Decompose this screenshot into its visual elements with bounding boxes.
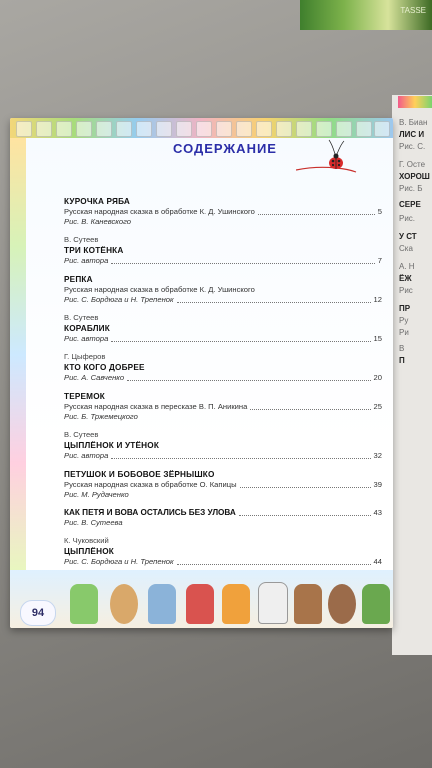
- toc-story-title: ТРИ КОТЁНКА: [64, 246, 124, 255]
- table-of-contents: [64, 196, 382, 575]
- facing-page-line: Г. Осте: [399, 160, 426, 169]
- facing-page-line: Рис: [399, 286, 413, 295]
- toc-page-number: 7: [377, 256, 382, 265]
- toc-leader-line: [64, 207, 382, 217]
- frog-illustration: [70, 584, 98, 624]
- corner-book-cover: [300, 0, 432, 30]
- toc-entry: [64, 536, 382, 567]
- toc-author: В. Сутеев: [64, 235, 99, 244]
- toc-page-number: 15: [373, 334, 382, 343]
- dot-leader: [239, 515, 371, 516]
- crocodile-illustration: [362, 584, 390, 624]
- facing-page-line: У СТ: [399, 232, 417, 241]
- toc-line-text: Рис. С. Бордюга и Н. Трепенок: [64, 295, 174, 304]
- toc-line-text: Рис. автора: [64, 451, 109, 460]
- toc-author: В. Сутеев: [64, 430, 99, 439]
- toc-story-title: КОРАБЛИК: [64, 324, 110, 333]
- toc-page-number: 44: [373, 557, 382, 566]
- snail-illustration: [110, 584, 138, 624]
- dot-leader: [177, 564, 371, 565]
- facing-page-line: ПР: [399, 304, 411, 313]
- toc-entry: [64, 235, 382, 266]
- toc-page-number: 20: [373, 373, 382, 382]
- toc-illustrator: Рис. Б. Тржемецкого: [64, 412, 138, 421]
- toc-story-title: ПЕТУШОК И БОБОВОЕ ЗЁРНЫШКО: [64, 470, 215, 479]
- dot-leader: [258, 214, 375, 215]
- facing-page-line: П: [399, 356, 405, 365]
- toc-author: В. Сутеев: [64, 313, 99, 322]
- page-number: 94: [20, 600, 56, 626]
- toc-entry: [64, 313, 382, 344]
- toc-line-text: Рис. С. Бордюга и Н. Трепенок: [64, 557, 174, 566]
- toc-entry: [64, 430, 382, 461]
- toc-line-text: КАК ПЕТЯ И ВОВА ОСТАЛИСЬ БЕЗ УЛОВА: [64, 508, 236, 517]
- toc-entry: [64, 274, 382, 305]
- ladybug-illustration: [296, 138, 358, 176]
- toc-story-title: РЕПКА: [64, 275, 93, 284]
- page-title: СОДЕРЖАНИЕ: [173, 141, 277, 156]
- contents-page: [10, 118, 393, 628]
- facing-page-border: [398, 96, 432, 108]
- facing-page-line: Рис. Б: [399, 184, 423, 193]
- toc-leader-line: [64, 557, 382, 567]
- facing-page-line: Рис.: [399, 214, 416, 223]
- toc-page-number: 12: [373, 295, 382, 304]
- toc-entry: [64, 469, 382, 500]
- facing-page-line: Рис. С.: [399, 142, 426, 151]
- toc-leader-line: [64, 334, 382, 344]
- toc-entry: [64, 196, 382, 227]
- decorative-bottom-illustrations: [10, 570, 393, 628]
- corner-text: TASSE: [400, 6, 426, 15]
- facing-page-line: В: [399, 344, 405, 353]
- bird-illustration: [148, 584, 176, 624]
- toc-leader-line: [64, 480, 382, 490]
- toc-page-number: 43: [373, 508, 382, 517]
- toc-page-number: 5: [377, 207, 382, 216]
- toc-line-text: Рис. автора: [64, 256, 109, 265]
- facing-page-line: ЛИС И: [399, 130, 425, 139]
- facing-page-line: В. Биан: [399, 118, 428, 127]
- toc-story-title: ЦЫПЛЁНОК И УТЁНОК: [64, 441, 160, 450]
- facing-page-line: А. Н: [399, 262, 415, 271]
- toc-illustrator: Рис. В. Сутеева: [64, 518, 123, 527]
- toc-author: Г. Цыферов: [64, 352, 106, 361]
- toc-illustrator: Рис. В. Каневского: [64, 217, 131, 226]
- toc-leader-line: [64, 402, 382, 412]
- toc-line-text: Русская народная сказка в обработке О. Капицы: [64, 480, 237, 489]
- toc-leader-line: [64, 451, 382, 461]
- decorative-left-border: [10, 138, 26, 572]
- dot-leader: [177, 302, 371, 303]
- toc-line-text: Русская народная сказка в пересказе В. П. Аникина: [64, 402, 248, 411]
- dot-leader: [111, 263, 374, 264]
- toc-line-text: Рис. А. Савченко: [64, 373, 125, 382]
- toc-line-text: Русская народная сказка в обработке К. Д. Ушинского: [64, 207, 255, 216]
- facing-page-line: Ру: [399, 316, 409, 325]
- toc-entry: [64, 508, 382, 528]
- dot-leader: [111, 341, 370, 342]
- toc-leader-line: [64, 508, 382, 518]
- toc-illustrator: Рис. М. Рудаченко: [64, 490, 129, 499]
- dot-leader: [127, 380, 370, 381]
- toc-author: К. Чуковский: [64, 536, 109, 545]
- decorative-top-border: [10, 118, 393, 138]
- hen-illustration: [294, 584, 322, 624]
- facing-page-line: ЁЖ: [399, 274, 412, 283]
- dot-leader: [250, 409, 370, 410]
- toc-leader-line: [64, 256, 382, 266]
- fox-illustration: [222, 584, 250, 624]
- toc-entry: [64, 391, 382, 422]
- toc-story-title: ЦЫПЛЁНОК: [64, 547, 114, 556]
- dot-leader: [111, 458, 370, 459]
- dog-illustration: [258, 582, 288, 624]
- toc-page-number: 39: [373, 480, 382, 489]
- facing-page-line: Ска: [399, 244, 413, 253]
- toc-story-title: ТЕРЕМОК: [64, 392, 105, 401]
- toc-story-title: КТО КОГО ДОБРЕЕ: [64, 363, 145, 372]
- facing-page-line: ХОРОШ: [399, 172, 430, 181]
- rooster-illustration: [186, 584, 214, 624]
- toc-entry: [64, 352, 382, 383]
- toc-leader-line: [64, 295, 382, 305]
- toc-page-number: 32: [373, 451, 382, 460]
- facing-page-line: Ри: [399, 328, 409, 337]
- cheburashka-illustration: [328, 584, 356, 624]
- toc-story-title: КУРОЧКА РЯБА: [64, 197, 130, 206]
- facing-page-line: СЕРЕ: [399, 200, 421, 209]
- toc-leader-line: [64, 373, 382, 383]
- toc-description: Русская народная сказка в обработке К. Д. Ушинского: [64, 285, 255, 294]
- toc-page-number: 25: [373, 402, 382, 411]
- dot-leader: [240, 487, 371, 488]
- toc-line-text: Рис. автора: [64, 334, 109, 343]
